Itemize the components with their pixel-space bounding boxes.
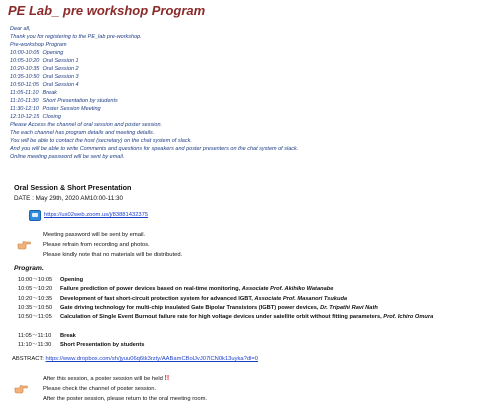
schedule-item: 10:20-10:35 Oral Session 2 xyxy=(10,66,79,72)
abstract-link[interactable]: https://www.dropbox.com/sh/jyuu06q6tk3rzty/AABamCBolJvJ07lCN0k13uyka?dl=0 xyxy=(45,356,258,362)
abstract-label: ABSTRACT: xyxy=(12,356,46,362)
zoom-meeting-link[interactable]: https://us02web.zoom.us/j/83881432375 xyxy=(44,212,149,218)
schedule-item: 11:30-12:10 Poster Session Meeting xyxy=(10,106,101,112)
video-camera-icon xyxy=(29,210,41,221)
exclamation-icon: !! xyxy=(164,375,170,382)
poster-session-note: After this session, a poster session will be held xyxy=(43,376,163,382)
session-date: DATE : May 29th, 2020 AM10:00-11:30 xyxy=(14,195,123,202)
info-line: And you will be able to write Comments and questions for speakers and poster presenters on the chat system of slack. xyxy=(10,146,299,152)
schedule-item: 10:00-10:05 Opening xyxy=(10,50,64,56)
greeting: Dear all, xyxy=(10,26,31,32)
pointing-hand-icon xyxy=(17,240,31,250)
schedule-item: 11:05-11:10 Break xyxy=(10,90,57,96)
program-label: Pre-workshop Program xyxy=(10,42,67,48)
poster-notes xyxy=(43,374,207,404)
info-line: Online meeting password will be sent by email. xyxy=(10,154,125,160)
pointing-hand-icon xyxy=(14,384,28,394)
thanks-line: Thank you for registering to the PE_lab pre-workshop. xyxy=(10,34,142,40)
abstract-line xyxy=(12,356,258,362)
info-line: The each channel has program details and meeting details. xyxy=(10,130,155,136)
intro-block xyxy=(10,25,298,161)
schedule-item: 11:10-11:30 Short Presentation by students xyxy=(10,98,118,104)
schedule-item: 10:05-10:20 Oral Session 1 xyxy=(10,58,79,64)
note-materials: Please kindly note that no materials will be distributed. xyxy=(43,252,183,258)
page-title: PE Lab_ pre workshop Program xyxy=(8,3,206,18)
schedule-item: 12:10-12:15 Closing xyxy=(10,114,61,120)
session-title: Oral Session & Short Presentation xyxy=(14,183,132,192)
return-note: After the poster session, please return to the oral meeting room. xyxy=(43,396,208,402)
schedule-item: 10:50-11:05 Oral Session 4 xyxy=(10,82,79,88)
session-notes xyxy=(43,230,182,260)
schedule-item: 10:35-10:50 Oral Session 3 xyxy=(10,74,79,80)
program-heading: Program. xyxy=(14,265,44,272)
poster-channel-note: Please check the channel of poster session. xyxy=(43,386,157,392)
info-line: You will be able to contact the host (secretary) on the chat system of slack. xyxy=(10,138,192,144)
note-recording: Please refrain from recording and photos. xyxy=(43,242,150,248)
info-line: Please Access the channel of oral session and poster session. xyxy=(10,122,163,128)
note-password: Meeting password will be sent by email. xyxy=(43,232,146,238)
